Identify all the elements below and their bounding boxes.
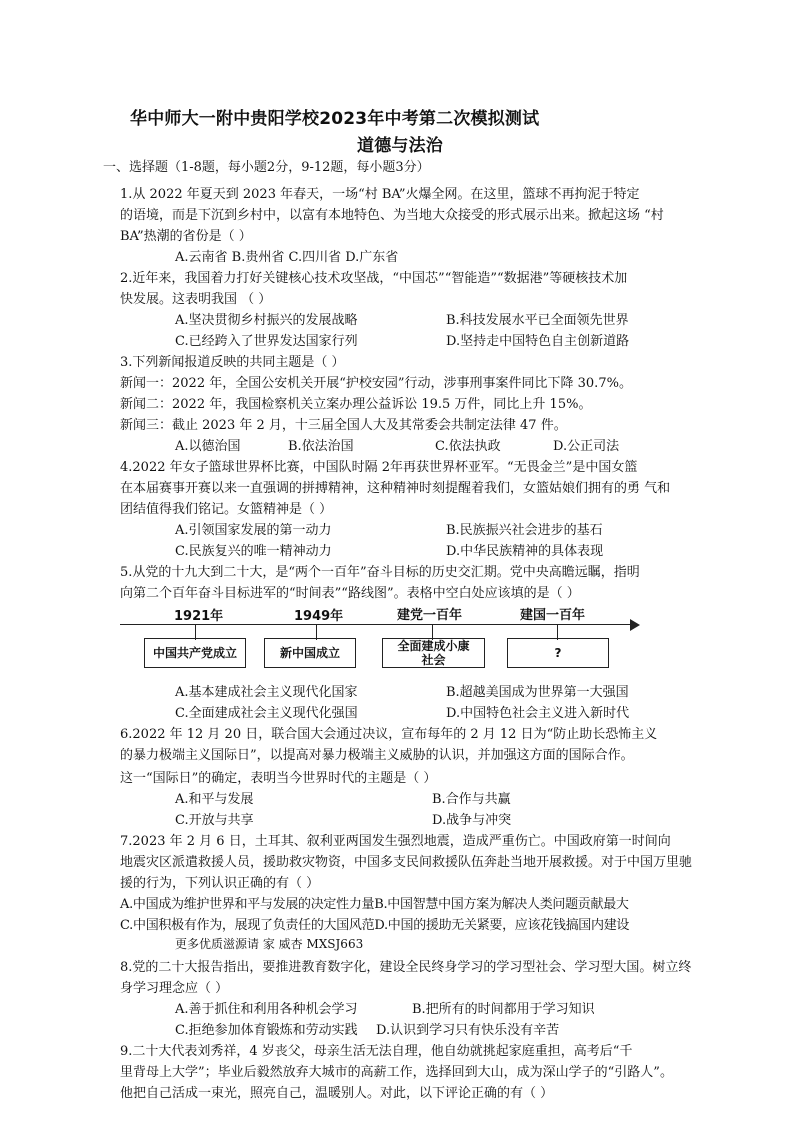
question-line: 1.从 2022 年夏天到 2023 年春天，一场“村 BA”火爆全网。在这里，篮球不再拘泥于特定 <box>120 187 640 202</box>
news-line: 新闻三：截止 2023 年 2 月，十三届全国人大及其常委会共制定法律 47 件。 <box>120 418 567 433</box>
option-b: B.合作与共赢 <box>432 792 511 807</box>
option-d: D.战争与冲突 <box>432 813 512 828</box>
question-line: 援的行为，下列认识正确的有（ ） <box>120 876 320 891</box>
q1-options: A.云南省 B.贵州省 C.四川省 D.广东省 <box>175 250 399 265</box>
watermark-text: 更多优质滋源请 家 威杏 MXSJ663 <box>175 937 364 951</box>
question-line: BA”热潮的省份是（ ） <box>120 229 252 244</box>
option-b: B.依法治国 <box>288 439 354 454</box>
question-line: 他把自己活成一束光，照亮自己，温暖别人。对此，以下评论正确的有（ ） <box>120 1086 554 1101</box>
options-line: C.中国积极有作为，展现了负责任的大国风范D.中国的援助无关紧要，应该花钱搞国内建设 <box>120 918 630 933</box>
option-b: B.民族振兴社会进步的基石 <box>446 523 603 538</box>
options-line: A.中国成为维护世界和平与发展的决定性力量B.中国智慧中国方案为解决人类问题贡献最大 <box>120 897 629 912</box>
option-c: C.拒绝参加体育锻炼和劳动实践 <box>175 1023 358 1038</box>
news-line: 新闻一：2022 年，全国公安机关开展“护校安园”行动，涉事刑事案件同比下降 30.7%。 <box>120 376 632 391</box>
option-a: A.以德治国 <box>175 439 241 454</box>
question-line: 向第二个百年奋斗目标进军的“时间表”“路线图”。表格中空白处应该填的是（ ） <box>120 586 580 601</box>
question-line: 里背母上大学”；毕业后毅然放弃大城市的高薪工作，选择回到大山，成为深山学子的“引路人”。 <box>120 1065 673 1080</box>
question-line: 在本届赛事开赛以来一直强调的拼搏精神，这种精神时刻提醒着我们，女篮姑娘们拥有的勇 气和 <box>120 481 671 496</box>
option-b: B.超越美国成为世界第一大强国 <box>446 685 629 700</box>
arrow-right-icon <box>630 619 640 631</box>
timeline-box: 新中国成立 <box>264 638 356 668</box>
subject-title: 道德与法治 <box>357 136 443 156</box>
question-line: 这一“国际日”的确定，表明当今世界时代的主题是（ ） <box>120 771 437 786</box>
timeline-box: 中国共产党成立 <box>144 638 246 668</box>
option-c: C.全面建成社会主义现代化强国 <box>175 706 358 721</box>
option-d: D.公正司法 <box>553 439 620 454</box>
option-c: C.民族复兴的唯一精神动力 <box>175 544 332 559</box>
option-d: D.认识到学习只有快乐没有辛苦 <box>376 1023 560 1038</box>
exam-title: 华中师大一附中贵阳学校2023年中考第二次模拟测试 <box>130 109 540 129</box>
question-line: 快发展。这表明我国 （ ） <box>120 292 272 307</box>
timeline-box-blank: ? <box>507 638 609 668</box>
question-line: 团结值得我们铭记。女篮精神是（ ） <box>120 502 333 517</box>
option-d: D.中华民族精神的具体表现 <box>446 544 604 559</box>
option-a: A.和平与发展 <box>175 792 254 807</box>
timeline-box: 全面建成小康社会 <box>382 638 485 668</box>
section-heading: 一、选择题（1-8题，每小题2分，9-12题，每小题3分） <box>103 160 430 175</box>
option-c: C.已经跨入了世界发达国家行列 <box>175 334 358 349</box>
question-line: 2.近年来，我国着力打好关键核心技术攻坚战，“中国芯”“智能造”“数据港”等硬核技术加 <box>120 271 628 286</box>
option-d: D.中国特色社会主义进入新时代 <box>446 706 630 721</box>
question-line: 3.下列新闻报道反映的共同主题是（ ） <box>120 355 345 370</box>
timeline-year: 1921年 <box>174 609 224 624</box>
option-a: A.引领国家发展的第一动力 <box>175 523 332 538</box>
option-c: C.依法执政 <box>435 439 501 454</box>
question-line: 8.党的二十大报告指出，要推进教育数字化，建设全民终身学习的学习型社会、学习型大国。树立终 <box>120 960 692 975</box>
option-a: A.坚决贯彻乡村振兴的发展战略 <box>175 313 358 328</box>
question-line: 的暴力极端主义国际日”，以提高对暴力极端主义威胁的认识，并加强这方面的国际合作。 <box>120 748 634 763</box>
question-line: 地震灾区派遣救援人员，援助救灾物资，中国多支民间救援队伍奔赴当地开展救援。对于中国万里驰 <box>120 855 693 870</box>
question-line: 6.2022 年 12 月 20 日，联合国大会通过决议，宣布每年的 2 月 12 日为“防止助长恐怖主义 <box>120 727 658 742</box>
timeline-year: 建国一百年 <box>520 608 586 623</box>
option-b: B.把所有的时间都用于学习知识 <box>412 1002 595 1017</box>
question-line: 4.2022 年女子篮球世界杯比赛，中国队时隔 2年再获世界杯亚军。“无畏金兰”是中国女篮 <box>120 460 638 475</box>
news-line: 新闻二：2022 年，我国检察机关立案办理公益诉讼 19.5 万件，同比上升 15%。 <box>120 397 592 412</box>
option-d: D.坚持走中国特色自主创新道路 <box>446 334 630 349</box>
question-line: 9.二十大代表刘秀祥，4 岁丧父，母亲生活无法自理，他自幼就挑起家庭重担，高考后“千 <box>120 1044 633 1059</box>
timeline-year: 建党一百年 <box>397 608 463 623</box>
question-line: 7.2023 年 2 月 6 日，土耳其、叙利亚两国发生强烈地震，造成严重伤亡。中国政府第一时间向 <box>120 834 671 849</box>
timeline-year: 1949年 <box>294 609 344 624</box>
question-line: 的语境，而是下沉到乡村中，以富有本地特色、为当地大众接受的形式展示出来。掀起这场 “村 <box>120 208 664 223</box>
option-c: C.开放与共享 <box>175 813 254 828</box>
option-a: A.善于抓住和利用各种机会学习 <box>175 1002 358 1017</box>
option-a: A.基本建成社会主义现代化国家 <box>175 685 358 700</box>
option-b: B.科技发展水平已全面领先世界 <box>446 313 629 328</box>
question-line: 5.从党的十九大到二十大，是“两个一百年”奋斗目标的历史交汇期。党中央高瞻远瞩，指明 <box>120 565 640 580</box>
question-line: 身学习理念应（ ） <box>120 981 229 996</box>
